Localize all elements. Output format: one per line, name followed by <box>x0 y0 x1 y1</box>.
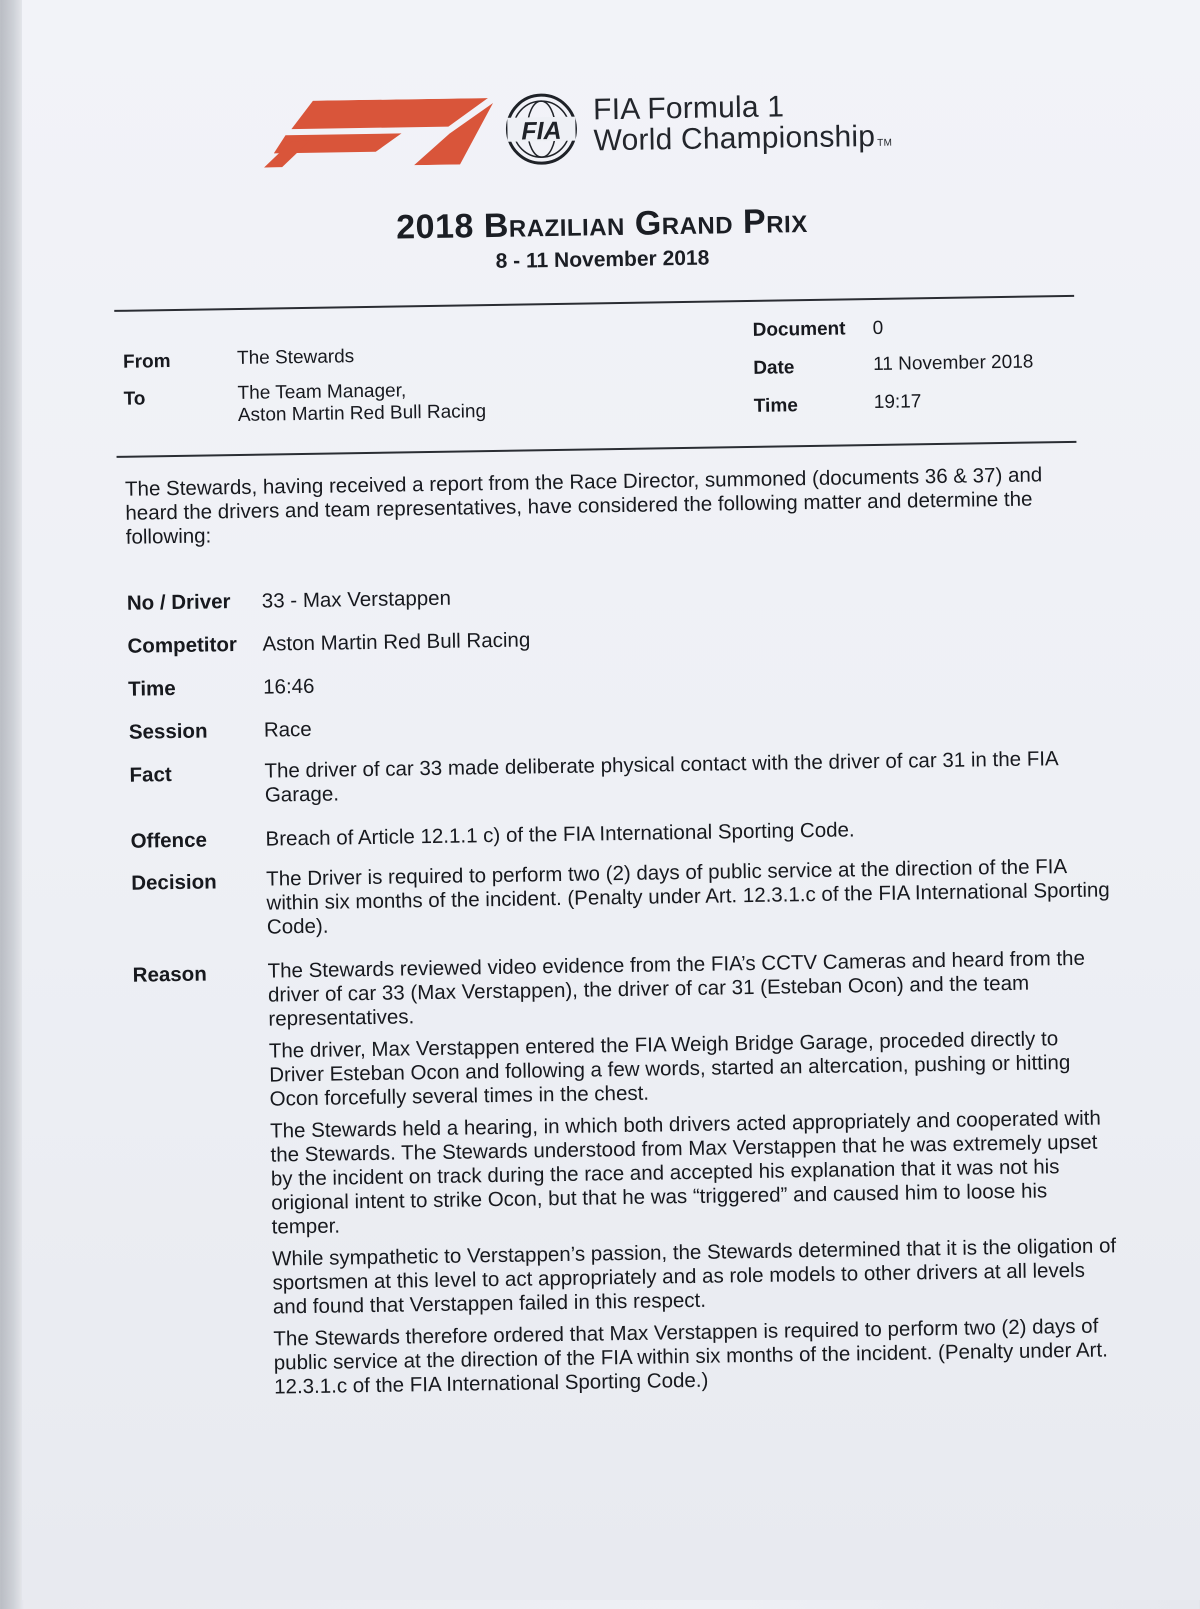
f1-logo-icon <box>263 98 494 168</box>
from-label: From <box>122 351 171 373</box>
session-value: Race <box>263 717 312 742</box>
competitor-value: Aston Martin Red Bull Racing <box>262 628 531 656</box>
reason-paragraph: The driver, Max Verstappen entered the FIA Weigh Bridge Garage, proceded directly to Driver Esteban Ocon and following a few words, started an altercation, pushing or hitting Ocon forcefully several times in the chest. <box>268 1027 1071 1111</box>
document-label: Document <box>752 318 846 341</box>
svg-text:FIA: FIA <box>521 116 562 146</box>
date-label: Date <box>753 357 795 379</box>
event-title: 2018 Brazilian Grand Prix <box>395 202 808 247</box>
reason-paragraph: The Stewards held a hearing, in which both drivers acted appropriately and cooperated with the Stewards. The Stewards understood from Max Verstappen that he was extremely upset by the incident on track during the race and accepted his explanation that it was not his origional intent to strike Ocon, but that he was “triggered” and caused him to loose his temper. <box>269 1106 1101 1239</box>
incident-time-label: Time <box>128 676 176 701</box>
logo-line1: FIA Formula 1 <box>592 90 785 127</box>
reason-paragraph: While sympathetic to Verstappen’s passion, the Stewards determined that it is the oligation of sportsmen at this level to act appropriately and as role models to other drivers at all levels and found that Verstappen failed in this respect. <box>271 1234 1117 1319</box>
date-value: 11 November 2018 <box>873 351 1034 375</box>
reason-paragraph: The Stewards therefore ordered that Max Verstappen is required to perform two (2) days of public service at the direction of the FIA within six months of the incident. (Penalty under Art. 12.3.1.c of the FIA International Sporting Code.) <box>273 1314 1108 1399</box>
time-value: 19:17 <box>873 391 922 413</box>
intro-paragraph: The Stewards, having received a report from the Race Director, summoned (documents 36 & 37) and heard the drivers and team representatives, have considered the following matter and determine the following: <box>124 463 1043 549</box>
driver-value: 33 - Max Verstappen <box>261 586 452 613</box>
from-value: The Stewards <box>236 346 355 369</box>
logo-line2: World Championship TM <box>593 119 893 158</box>
fia-globe-icon <box>493 92 590 165</box>
document-content <box>10 0 1200 1609</box>
to-label: To <box>123 388 146 410</box>
fact-value: The driver of car 33 made deliberate physical contact with the driver of car 31 in the FIA Garage. <box>264 747 1058 807</box>
document-page <box>22 0 1200 1600</box>
driver-label: No / Driver <box>126 590 231 615</box>
reason-label: Reason <box>132 962 207 987</box>
logo-wordmark <box>593 90 892 164</box>
fact-label: Fact <box>129 763 172 787</box>
offence-label: Offence <box>130 828 208 853</box>
header-divider-bottom <box>117 441 1077 458</box>
competitor-label: Competitor <box>127 633 238 658</box>
decision-label: Decision <box>131 870 217 895</box>
f1-fia-logo <box>263 87 964 178</box>
offence-value: Breach of Article 12.1.1 c) of the FIA International Sporting Code. <box>265 818 855 851</box>
to-value-line2: Aston Martin Red Bull Racing <box>237 401 487 426</box>
decision-value: The Driver is required to perform two (2) days of public service at the direction of the FIA within six months of the incident. (Penalty under Art. 12.3.1.c of the FIA International Sporting Code). <box>266 855 1110 939</box>
event-dates: 8 - 11 November 2018 <box>495 246 710 273</box>
trademark-mark: TM <box>877 137 893 149</box>
reason-body <box>267 946 1119 1407</box>
session-label: Session <box>128 719 208 744</box>
to-value <box>237 379 486 427</box>
reason-paragraph: The Stewards reviewed video evidence from the FIA’s CCTV Cameras and heard from the driver of car 33 (Max Verstappen), the driver of car 31 (Esteban Ocon) and the team representatives. <box>267 946 1086 1031</box>
to-value-line1: The Team Manager, <box>237 380 407 404</box>
time-label: Time <box>753 395 799 417</box>
incident-time-value: 16:46 <box>263 674 315 699</box>
document-value: 0 <box>872 317 884 340</box>
header-divider-top <box>114 295 1074 312</box>
